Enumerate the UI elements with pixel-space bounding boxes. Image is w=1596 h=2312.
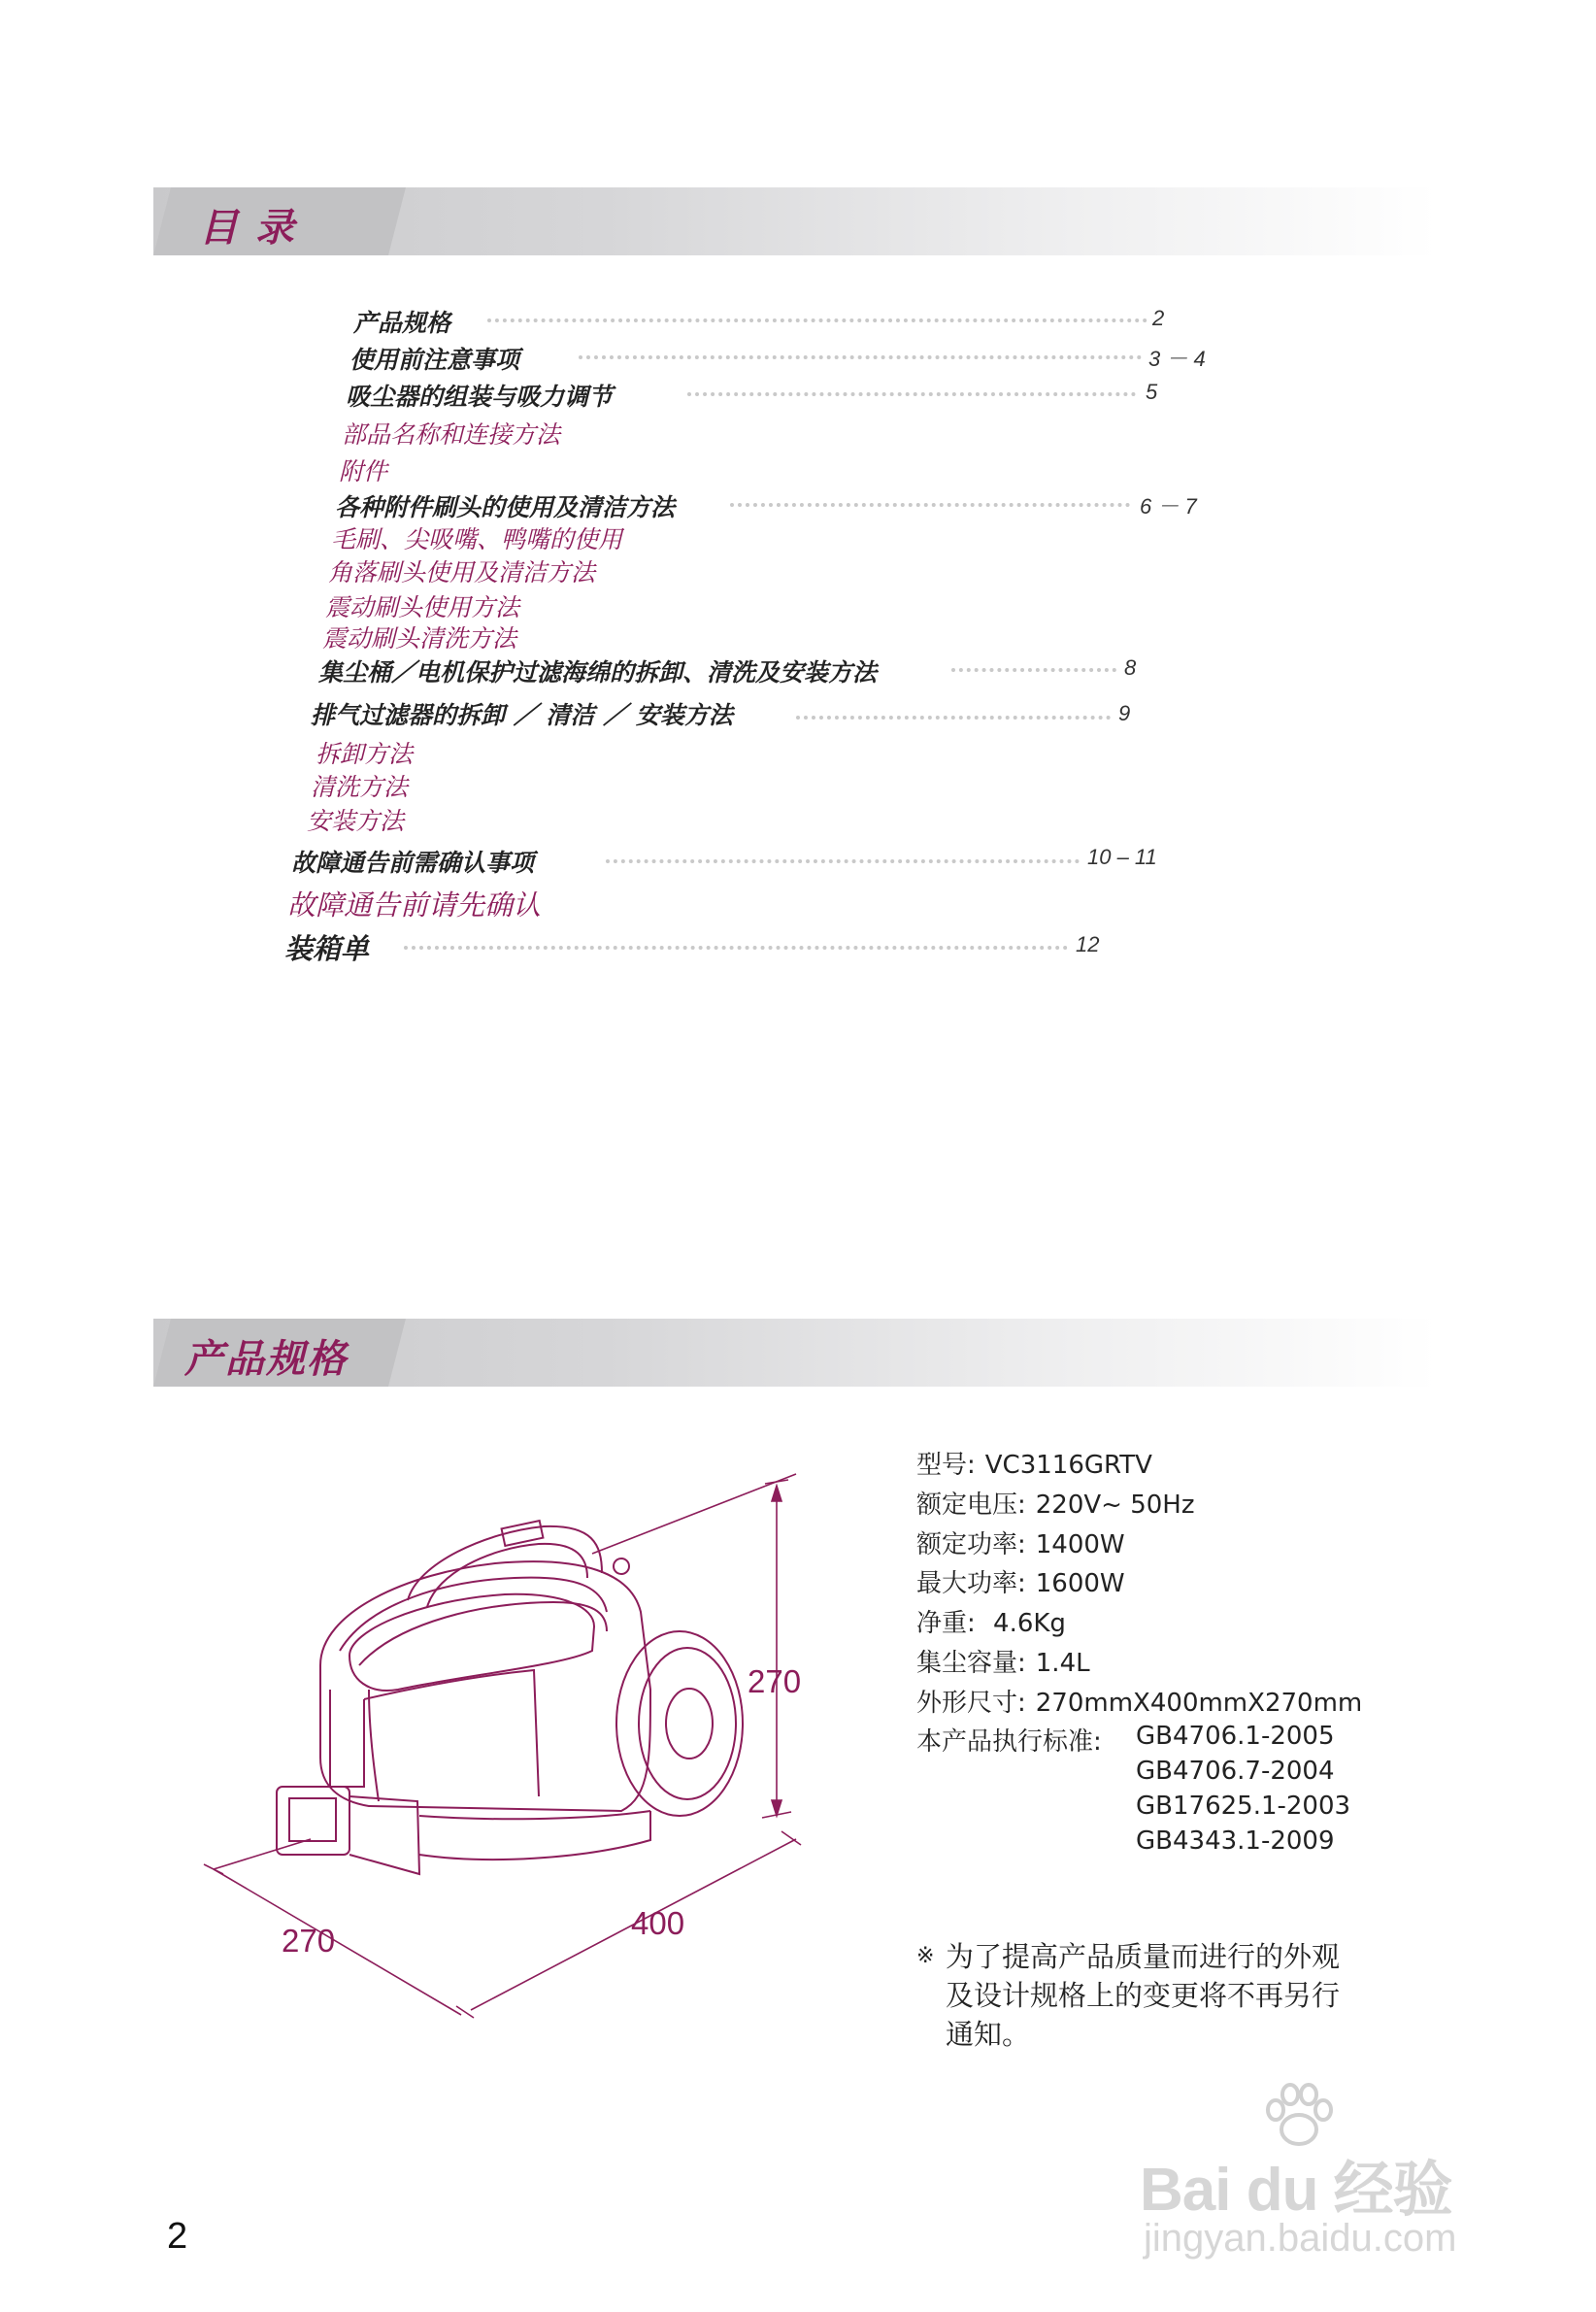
toc-page: 3 － 4 [1148, 347, 1206, 371]
dimension-height-label: 270 [748, 1663, 802, 1699]
toc-page: 5 [1146, 380, 1158, 404]
spec-standard: GB4706.7-2004 [1136, 1757, 1335, 1786]
spec-model [916, 1445, 1152, 1481]
spec-net-weight [916, 1603, 1066, 1639]
vacuum-cleaner-illustration [194, 1466, 893, 2088]
note-mark: ※ [916, 1944, 935, 1968]
dimension-width-label: 270 [282, 1923, 336, 1959]
toc-subentry-clean[interactable]: 清洗方法 [311, 773, 409, 801]
toc-entry-exhaust-filter[interactable]: 排气过滤器的拆卸 ／ 清洁 ／ 安装方法 [311, 701, 733, 729]
spec-label: 额定功率: [916, 1530, 1026, 1559]
toc-subentry-accessories[interactable]: 附件 [339, 457, 388, 486]
spec-label: 集尘容量: [916, 1649, 1026, 1678]
toc-page: 8 [1124, 655, 1137, 680]
toc-leader [730, 503, 1130, 507]
toc-leader [687, 392, 1136, 396]
toc-entry-assembly[interactable]: 吸尘器的组装与吸力调节 [346, 383, 614, 411]
spec-dust-capacity [916, 1643, 1090, 1679]
spec-label: 外形尺寸: [916, 1689, 1026, 1718]
page-number: 2 [167, 2216, 188, 2257]
spec-standard: GB4706.1-2005 [1136, 1722, 1335, 1751]
spec-value: 1.4L [1035, 1649, 1090, 1678]
baidu-watermark [1134, 2083, 1522, 2267]
toc-heading: 目 录 [199, 206, 296, 251]
toc-page: 9 [1118, 701, 1131, 725]
note-line: 及设计规格上的变更将不再另行 [946, 1979, 1341, 2012]
watermark-brand: Bai du 经验 [1140, 2157, 1452, 2224]
toc-subentry-install[interactable]: 安装方法 [307, 807, 405, 835]
toc-subentry-vibration-clean[interactable]: 震动刷头清洗方法 [322, 624, 517, 653]
toc-entry-product-spec[interactable]: 产品规格 [353, 309, 451, 337]
toc-entry-packing-list[interactable]: 装箱单 [284, 932, 370, 965]
dimension-length-label: 400 [631, 1905, 685, 1941]
watermark-url: jingyan.baidu.com [1144, 2217, 1457, 2260]
toc-leader [579, 355, 1142, 359]
toc-leader [487, 318, 1147, 322]
spec-change-note [916, 1937, 1340, 2054]
toc-subentry-vibration-use[interactable]: 震动刷头使用方法 [325, 593, 520, 621]
toc-entry-dust-bin[interactable]: 集尘桶／电机保护过滤海绵的拆卸、清洗及安装方法 [318, 658, 878, 687]
toc-leader [606, 859, 1080, 863]
toc-subentry-corner-brush[interactable]: 角落刷头使用及清洁方法 [328, 558, 596, 586]
spec-value: 270mmX400mmX270mm [1035, 1689, 1363, 1718]
toc-page: 12 [1076, 932, 1100, 956]
spec-standards-label: 本产品执行标准: [916, 1727, 1102, 1757]
note-line: 通知。 [946, 2018, 1031, 2051]
spec-value: VC3116GRTV [984, 1451, 1152, 1480]
spec-heading: 产品规格 [184, 1337, 348, 1382]
spec-value: 1600W [1035, 1569, 1125, 1598]
spec-value: 220V~ 50Hz [1035, 1491, 1195, 1520]
spec-label: 型号: [916, 1451, 976, 1480]
toc-page: 10 – 11 [1087, 845, 1157, 869]
toc-leader [796, 716, 1111, 720]
spec-label: 额定电压: [916, 1491, 1026, 1520]
spec-standard: GB4343.1-2009 [1136, 1826, 1335, 1856]
note-line: 为了提高产品质量而进行的外观 [946, 1940, 1341, 1973]
spec-value: 1400W [1035, 1530, 1125, 1559]
spec-max-power [916, 1563, 1125, 1599]
spec-label: 最大功率: [916, 1569, 1026, 1598]
spec-voltage [916, 1485, 1195, 1521]
toc-subentry-remove[interactable]: 拆卸方法 [316, 740, 414, 768]
spec-label: 净重: [916, 1609, 976, 1638]
toc-subentry-parts[interactable]: 部品名称和连接方法 [342, 420, 561, 449]
toc-page: 6 － 7 [1140, 494, 1197, 519]
toc-leader [951, 668, 1116, 672]
toc-subentry-brush-nozzle[interactable]: 毛刷、尖吸嘴、鸭嘴的使用 [331, 525, 623, 553]
toc-leader [404, 946, 1068, 950]
toc-entry-troubleshoot[interactable]: 故障通告前需确认事项 [291, 849, 535, 877]
toc-subentry-check-first[interactable]: 故障通告前请先确认 [287, 888, 542, 921]
spec-standard: GB17625.1-2003 [1136, 1792, 1351, 1821]
spec-rated-power [916, 1525, 1125, 1560]
spec-value: 4.6Kg [984, 1609, 1066, 1638]
toc-entry-precautions[interactable]: 使用前注意事项 [349, 346, 520, 374]
spec-dimensions [916, 1683, 1362, 1719]
vacuum-body [277, 1521, 743, 1874]
toc-page: 2 [1152, 306, 1165, 330]
toc-entry-brush-usage[interactable]: 各种附件刷头的使用及清洁方法 [335, 493, 676, 521]
